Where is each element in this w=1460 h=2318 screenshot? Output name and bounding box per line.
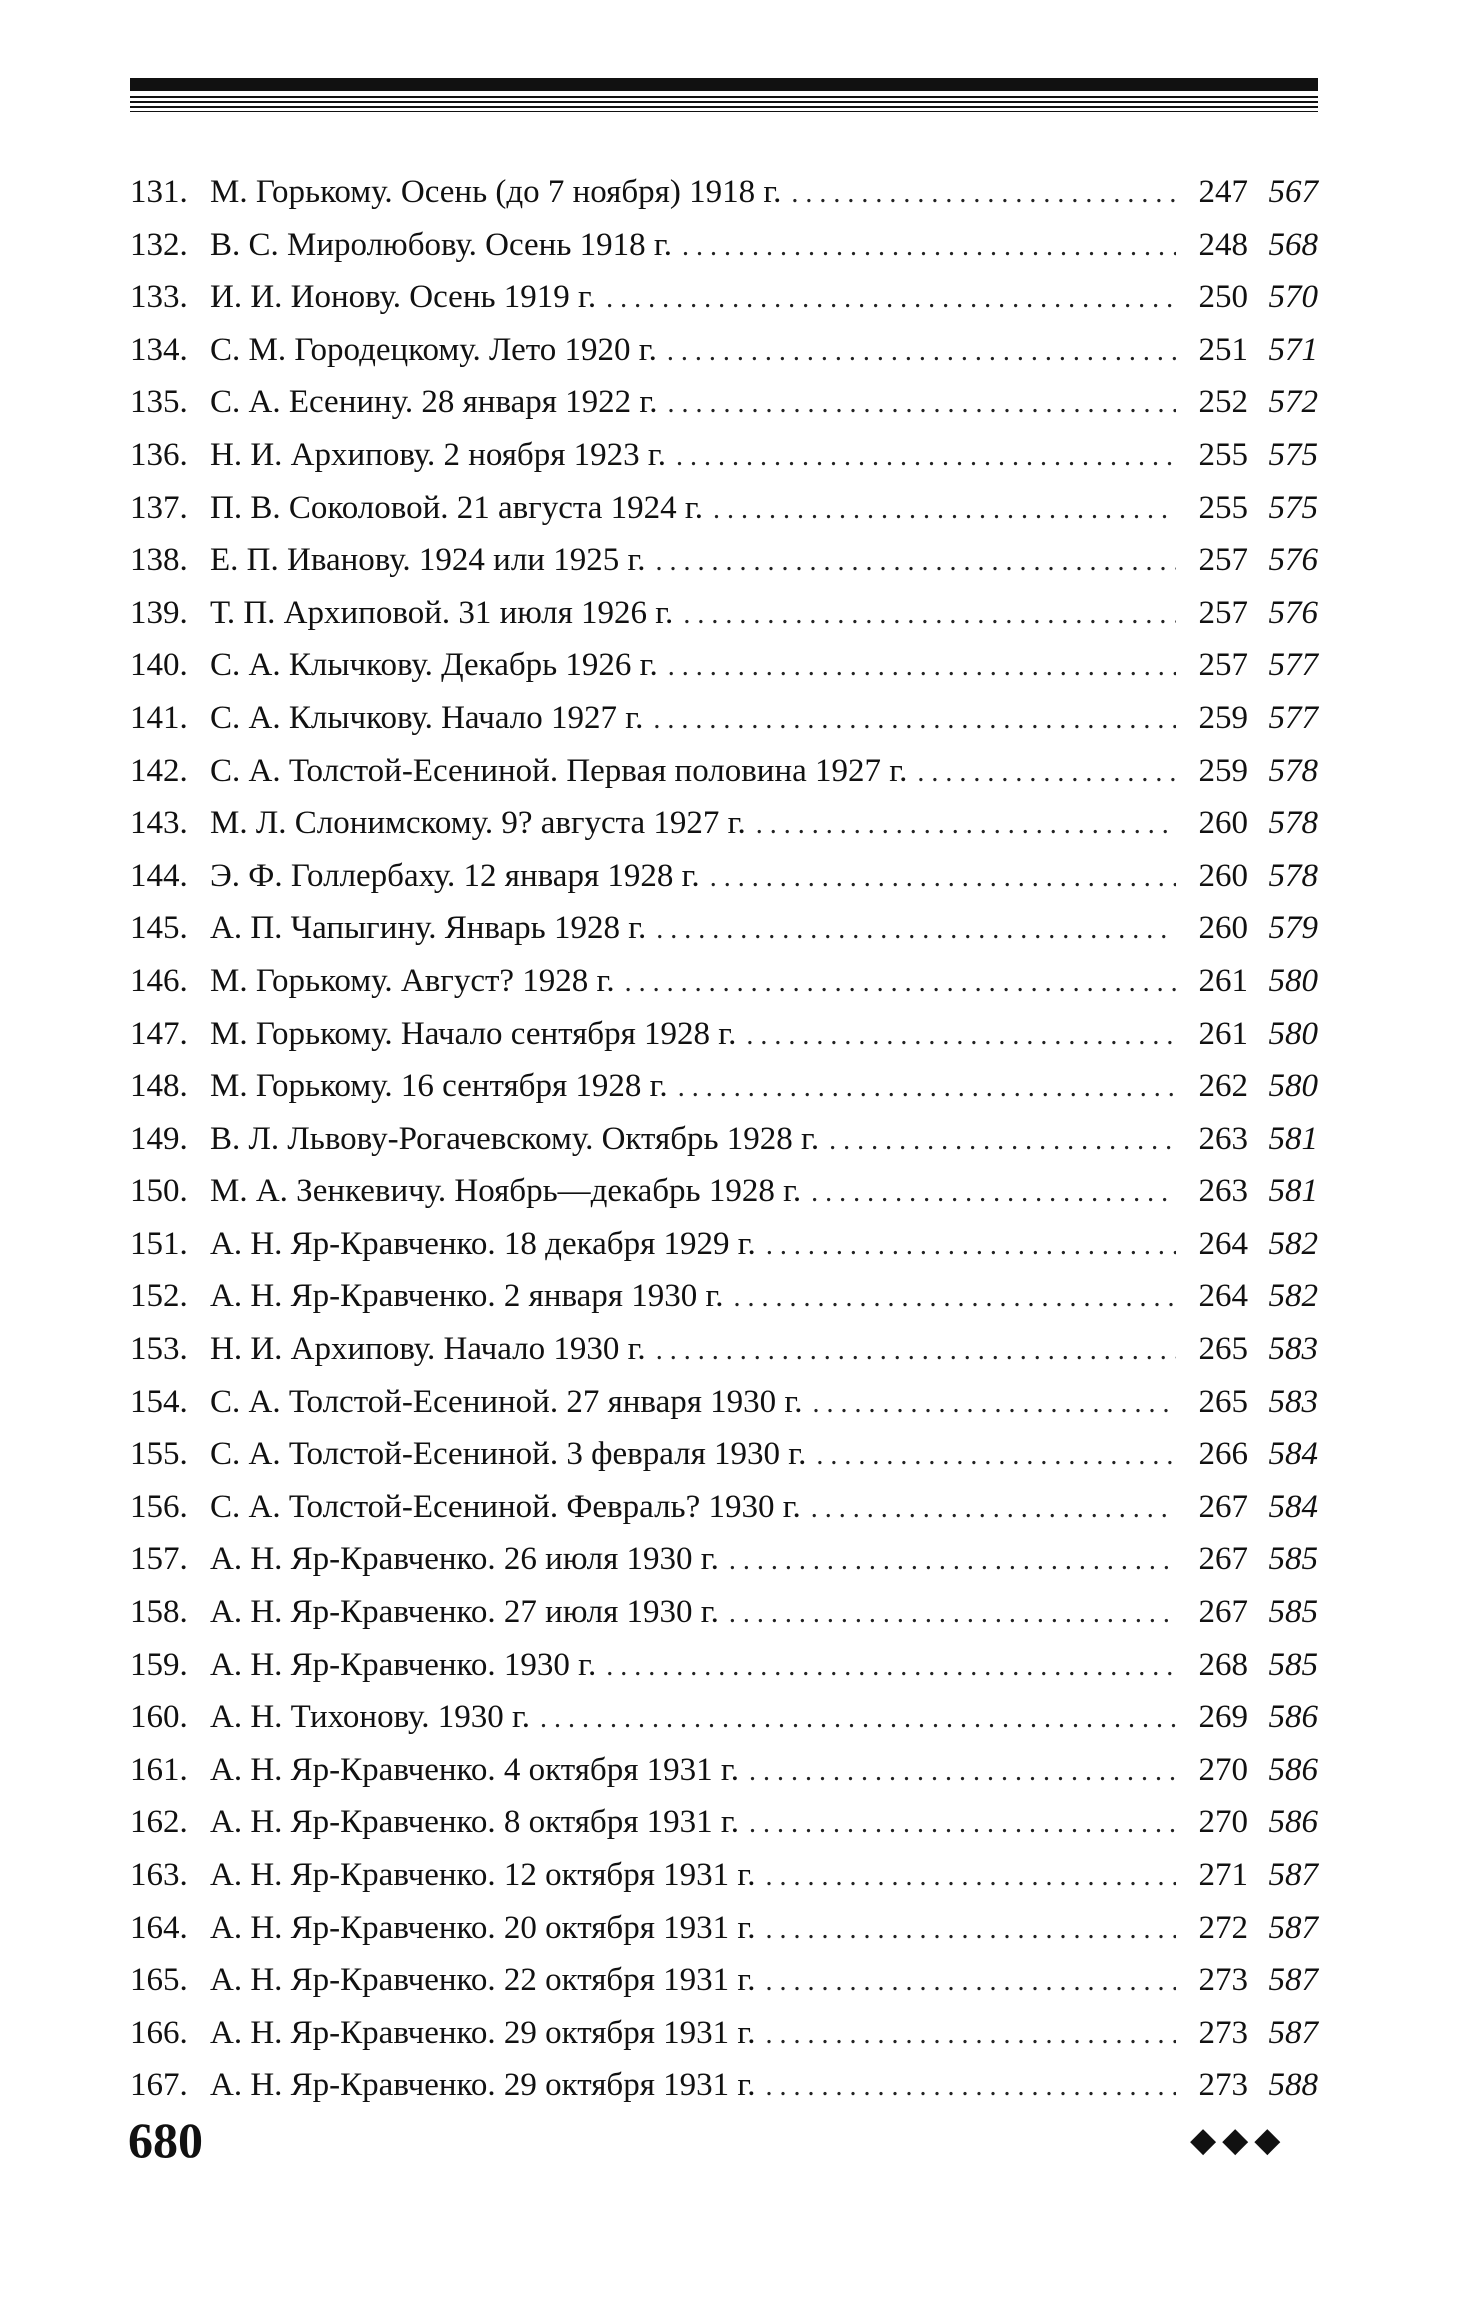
entry-comment-page-number: 582 — [1268, 1225, 1318, 1262]
entry-title: А. Н. Яр-Кравченко. 8 октября 1931 г. — [210, 1804, 739, 1841]
dot-leader — [765, 1956, 1176, 2009]
entry-page-number: 267 — [1198, 1488, 1248, 1525]
toc-entry — [130, 1691, 1318, 1744]
dot-leader — [656, 904, 1176, 957]
entry-title: А. Н. Яр-Кравченко. 4 октября 1931 г. — [210, 1751, 739, 1788]
entry-page-number: 260 — [1198, 857, 1248, 894]
dot-leader — [811, 1483, 1176, 1536]
entry-number: 146. — [130, 962, 188, 999]
entry-title: В. Л. Львову-Рогачевскому. Октябрь 1928 г. — [210, 1120, 820, 1157]
toc-entry — [130, 2059, 1318, 2112]
dot-leader — [749, 1798, 1176, 1851]
entry-page-number: 267 — [1198, 1594, 1248, 1631]
dot-leader — [765, 2009, 1176, 2062]
dot-leader — [729, 1588, 1176, 1641]
entry-comment-page-number: 575 — [1268, 436, 1318, 473]
entry-page-number: 269 — [1198, 1699, 1248, 1736]
entry-number: 131. — [130, 174, 188, 210]
entry-page-number: 251 — [1198, 331, 1248, 368]
entry-page-number: 261 — [1198, 962, 1248, 999]
toc-entry — [130, 1481, 1318, 1534]
entry-comment-page-number: 582 — [1268, 1278, 1318, 1315]
entry-comment-page-number: 578 — [1268, 805, 1318, 842]
dot-leader — [811, 1167, 1176, 1220]
entry-title: М. Горькому. Начало сентября 1928 г. — [210, 1015, 737, 1052]
toc-entry — [130, 1586, 1318, 1639]
dot-leader — [667, 326, 1176, 379]
diamond-ornament-icon: ◆◆◆ — [1190, 2122, 1287, 2159]
entry-comment-page-number: 585 — [1268, 1541, 1318, 1578]
entry-comment-page-number: 586 — [1268, 1804, 1318, 1841]
entry-title: П. В. Соколовой. 21 августа 1924 г. — [210, 489, 703, 526]
entry-number: 155. — [130, 1436, 188, 1473]
entry-comment-page-number: 586 — [1268, 1699, 1318, 1736]
toc-entry — [130, 1744, 1318, 1797]
entry-title: А. Н. Яр-Кравченко. 29 октября 1931 г. — [210, 2014, 756, 2051]
entry-number: 141. — [130, 699, 188, 736]
entry-number: 158. — [130, 1594, 188, 1631]
dot-leader — [656, 1325, 1176, 1378]
toc-entry — [130, 1639, 1318, 1692]
entry-number: 148. — [130, 1068, 188, 1105]
header-rule — [130, 78, 1318, 112]
dot-leader — [676, 431, 1176, 484]
entry-number: 157. — [130, 1541, 188, 1578]
toc-entry — [130, 587, 1318, 640]
toc-entry — [130, 1796, 1318, 1849]
entry-title: С. М. Городецкому. Лето 1920 г. — [210, 331, 657, 368]
entry-page-number: 266 — [1198, 1436, 1248, 1473]
entry-title: Н. И. Архипову. Начало 1930 г. — [210, 1331, 646, 1368]
entry-number: 133. — [130, 279, 188, 316]
entry-number: 167. — [130, 2067, 188, 2104]
entry-title: М. Горькому. Осень (до 7 ноября) 1918 г. — [210, 174, 782, 210]
entry-comment-page-number: 584 — [1268, 1488, 1318, 1525]
toc-entry — [130, 166, 1318, 219]
toc-entry — [130, 1165, 1318, 1218]
dot-leader — [668, 378, 1177, 431]
toc-entry — [130, 482, 1318, 535]
entry-comment-page-number: 580 — [1268, 1068, 1318, 1105]
entry-number: 154. — [130, 1383, 188, 1420]
dot-leader — [756, 799, 1176, 852]
entry-number: 162. — [130, 1804, 188, 1841]
entry-page-number: 247 — [1198, 174, 1248, 210]
dot-leader — [606, 1641, 1176, 1694]
dot-leader — [625, 957, 1176, 1010]
entry-page-number: 250 — [1198, 279, 1248, 316]
entry-page-number: 257 — [1198, 542, 1248, 579]
entry-title: Э. Ф. Голлербаху. 12 января 1928 г. — [210, 857, 700, 894]
entry-comment-page-number: 577 — [1268, 699, 1318, 736]
header-rule-thin-3 — [130, 106, 1318, 108]
entry-page-number: 273 — [1198, 2067, 1248, 2104]
entry-title: А. Н. Яр-Кравченко. 22 октября 1931 г. — [210, 1962, 756, 1999]
toc-entry — [130, 2007, 1318, 2060]
entry-number: 161. — [130, 1751, 188, 1788]
dot-leader — [682, 221, 1176, 274]
entry-comment-page-number: 587 — [1268, 1962, 1318, 1999]
entry-comment-page-number: 585 — [1268, 1646, 1318, 1683]
toc-entry — [130, 271, 1318, 324]
entry-number: 153. — [130, 1331, 188, 1368]
dot-leader — [765, 2061, 1176, 2114]
toc-entry — [130, 745, 1318, 798]
entry-comment-page-number: 580 — [1268, 962, 1318, 999]
entry-number: 132. — [130, 226, 188, 263]
entry-comment-page-number: 578 — [1268, 752, 1318, 789]
entry-title: Е. П. Иванову. 1924 или 1925 г. — [210, 542, 646, 579]
entry-number: 137. — [130, 489, 188, 526]
entry-title: С. А. Толстой-Есениной. 3 февраля 1930 г. — [210, 1436, 807, 1473]
entry-page-number: 273 — [1198, 1962, 1248, 1999]
entry-title: А. Н. Тихонову. 1930 г. — [210, 1699, 531, 1736]
entry-page-number: 260 — [1198, 805, 1248, 842]
dot-leader — [656, 536, 1176, 589]
entry-number: 150. — [130, 1173, 188, 1210]
entry-title: М. Л. Слонимскому. 9? августа 1927 г. — [210, 805, 746, 842]
dot-leader — [678, 1062, 1176, 1115]
entry-comment-page-number: 581 — [1268, 1173, 1318, 1210]
entry-page-number: 263 — [1198, 1173, 1248, 1210]
toc-entry — [130, 797, 1318, 850]
toc-entry — [130, 1270, 1318, 1323]
entry-title: В. С. Миролюбову. Осень 1918 г. — [210, 226, 672, 263]
toc-entry — [130, 1218, 1318, 1271]
toc-entry — [130, 324, 1318, 377]
entry-comment-page-number: 580 — [1268, 1015, 1318, 1052]
entry-number: 159. — [130, 1646, 188, 1683]
dot-leader — [765, 1851, 1176, 1904]
dot-leader — [734, 1272, 1176, 1325]
entry-comment-page-number: 579 — [1268, 910, 1318, 947]
dot-leader — [766, 1220, 1176, 1273]
header-rule-thin-1 — [130, 96, 1318, 98]
entry-number: 140. — [130, 647, 188, 684]
entry-title: Н. И. Архипову. 2 ноября 1923 г. — [210, 436, 666, 473]
entry-comment-page-number: 568 — [1268, 226, 1318, 263]
entry-page-number: 263 — [1198, 1120, 1248, 1157]
entry-comment-page-number: 585 — [1268, 1594, 1318, 1631]
entry-page-number: 265 — [1198, 1331, 1248, 1368]
dot-leader — [729, 1535, 1176, 1588]
entry-title: С. А. Толстой-Есениной. Первая половина 1927 г. — [210, 752, 908, 789]
entry-page-number: 273 — [1198, 2014, 1248, 2051]
entry-comment-page-number: 576 — [1268, 542, 1318, 579]
entry-comment-page-number: 572 — [1268, 384, 1318, 421]
entry-title: С. А. Клычкову. Начало 1927 г. — [210, 699, 644, 736]
entry-number: 145. — [130, 910, 188, 947]
toc-entry — [130, 955, 1318, 1008]
entry-page-number: 252 — [1198, 384, 1248, 421]
dot-leader — [683, 589, 1176, 642]
entry-page-number: 270 — [1198, 1804, 1248, 1841]
entry-comment-page-number: 583 — [1268, 1331, 1318, 1368]
header-rule-thin-2 — [130, 101, 1318, 103]
entry-number: 164. — [130, 1909, 188, 1946]
entry-number: 160. — [130, 1699, 188, 1736]
entry-comment-page-number: 578 — [1268, 857, 1318, 894]
toc-entry — [130, 219, 1318, 272]
entry-number: 139. — [130, 594, 188, 631]
entry-number: 163. — [130, 1857, 188, 1893]
entry-comment-page-number: 587 — [1268, 1909, 1318, 1946]
toc-entry — [130, 376, 1318, 429]
dot-leader — [653, 694, 1176, 747]
dot-leader — [812, 1378, 1176, 1431]
entry-title: А. П. Чапыгину. Январь 1928 г. — [210, 910, 647, 947]
entry-title: А. Н. Яр-Кравченко. 1930 г. — [210, 1646, 597, 1683]
entry-page-number: 255 — [1198, 489, 1248, 526]
dot-leader — [710, 852, 1176, 905]
entry-number: 143. — [130, 805, 188, 842]
entry-page-number: 271 — [1198, 1857, 1248, 1893]
dot-leader — [791, 168, 1176, 221]
entry-comment-page-number: 587 — [1268, 1857, 1318, 1893]
entry-number: 151. — [130, 1225, 188, 1262]
entry-page-number: 257 — [1198, 594, 1248, 631]
entry-page-number: 264 — [1198, 1278, 1248, 1315]
toc-entry — [130, 1323, 1318, 1376]
entry-page-number: 267 — [1198, 1541, 1248, 1578]
toc-entry — [130, 692, 1318, 745]
dot-leader — [606, 273, 1176, 326]
dot-leader — [829, 1115, 1176, 1168]
toc-entry — [130, 1008, 1318, 1061]
dot-leader — [668, 641, 1176, 694]
entry-number: 149. — [130, 1120, 188, 1157]
dot-leader — [713, 484, 1176, 537]
toc-entry — [130, 429, 1318, 482]
entry-page-number: 268 — [1198, 1646, 1248, 1683]
entry-page-number: 272 — [1198, 1909, 1248, 1946]
entry-title: И. И. Ионову. Осень 1919 г. — [210, 279, 597, 316]
toc-entry — [130, 902, 1318, 955]
entry-number: 138. — [130, 542, 188, 579]
entry-number: 142. — [130, 752, 188, 789]
dot-leader — [917, 747, 1176, 800]
page-number: 680 — [128, 2112, 203, 2168]
entry-page-number: 248 — [1198, 226, 1248, 263]
entry-comment-page-number: 586 — [1268, 1751, 1318, 1788]
entry-title: С. А. Толстой-Есениной. Февраль? 1930 г. — [210, 1488, 801, 1525]
dot-leader — [765, 1904, 1176, 1957]
toc-entry — [130, 639, 1318, 692]
entry-number: 147. — [130, 1015, 188, 1052]
entry-number: 135. — [130, 384, 188, 421]
entry-page-number: 261 — [1198, 1015, 1248, 1052]
dot-leader — [749, 1746, 1176, 1799]
entry-comment-page-number: 571 — [1268, 331, 1318, 368]
entry-page-number: 270 — [1198, 1751, 1248, 1788]
entry-comment-page-number: 587 — [1268, 2014, 1318, 2051]
toc-entry — [130, 1849, 1318, 1902]
entry-title: М. Горькому. Август? 1928 г. — [210, 962, 615, 999]
entry-title: С. А. Толстой-Есениной. 27 января 1930 г. — [210, 1383, 803, 1420]
entry-title: Т. П. Архиповой. 31 июля 1926 г. — [210, 594, 674, 631]
entry-title: М. Горькому. 16 сентября 1928 г. — [210, 1068, 668, 1105]
dot-leader — [746, 1010, 1176, 1063]
table-of-contents — [130, 166, 1318, 2112]
entry-number: 166. — [130, 2014, 188, 2051]
entry-title: А. Н. Яр-Кравченко. 27 июля 1930 г. — [210, 1594, 719, 1631]
header-rule-thin-4 — [130, 111, 1318, 112]
entry-number: 144. — [130, 857, 188, 894]
entry-title: А. Н. Яр-Кравченко. 26 июля 1930 г. — [210, 1541, 719, 1578]
entry-comment-page-number: 583 — [1268, 1383, 1318, 1420]
entry-page-number: 259 — [1198, 752, 1248, 789]
toc-entry — [130, 1060, 1318, 1113]
entry-title: С. А. Клычкову. Декабрь 1926 г. — [210, 647, 658, 684]
entry-title: А. Н. Яр-Кравченко. 18 декабря 1929 г. — [210, 1225, 756, 1262]
entry-comment-page-number: 584 — [1268, 1436, 1318, 1473]
entry-number: 156. — [130, 1488, 188, 1525]
entry-title: А. Н. Яр-Кравченко. 2 января 1930 г. — [210, 1278, 724, 1315]
toc-entry — [130, 1376, 1318, 1429]
entry-page-number: 259 — [1198, 699, 1248, 736]
entry-title: С. А. Есенину. 28 января 1922 г. — [210, 384, 658, 421]
entry-page-number: 260 — [1198, 910, 1248, 947]
toc-entry — [130, 850, 1318, 903]
entry-page-number: 262 — [1198, 1068, 1248, 1105]
dot-leader — [540, 1693, 1176, 1746]
toc-entry — [130, 1113, 1318, 1166]
entry-title: А. Н. Яр-Кравченко. 20 октября 1931 г. — [210, 1909, 756, 1946]
entry-page-number: 265 — [1198, 1383, 1248, 1420]
entry-number: 134. — [130, 331, 188, 368]
entry-page-number: 255 — [1198, 436, 1248, 473]
entry-number: 136. — [130, 436, 188, 473]
toc-entry — [130, 534, 1318, 587]
entry-comment-page-number: 581 — [1268, 1120, 1318, 1157]
entry-comment-page-number: 570 — [1268, 279, 1318, 316]
dot-leader — [816, 1430, 1176, 1483]
entry-title: А. Н. Яр-Кравченко. 29 октября 1931 г. — [210, 2067, 756, 2104]
entry-number: 165. — [130, 1962, 188, 1999]
entry-page-number: 264 — [1198, 1225, 1248, 1262]
toc-entry — [130, 1533, 1318, 1586]
toc-entry — [130, 1902, 1318, 1955]
toc-entry — [130, 1954, 1318, 2007]
entry-title: А. Н. Яр-Кравченко. 12 октября 1931 г. — [210, 1857, 756, 1893]
entry-page-number: 257 — [1198, 647, 1248, 684]
entry-comment-page-number: 575 — [1268, 489, 1318, 526]
entry-comment-page-number: 576 — [1268, 594, 1318, 631]
toc-entry — [130, 1428, 1318, 1481]
entry-comment-page-number: 588 — [1268, 2067, 1318, 2104]
entry-title: М. А. Зенкевичу. Ноябрь—декабрь 1928 г. — [210, 1173, 802, 1210]
header-rule-thick — [130, 78, 1318, 91]
entry-comment-page-number: 577 — [1268, 647, 1318, 684]
entry-number: 152. — [130, 1278, 188, 1315]
entry-comment-page-number: 567 — [1268, 174, 1318, 210]
